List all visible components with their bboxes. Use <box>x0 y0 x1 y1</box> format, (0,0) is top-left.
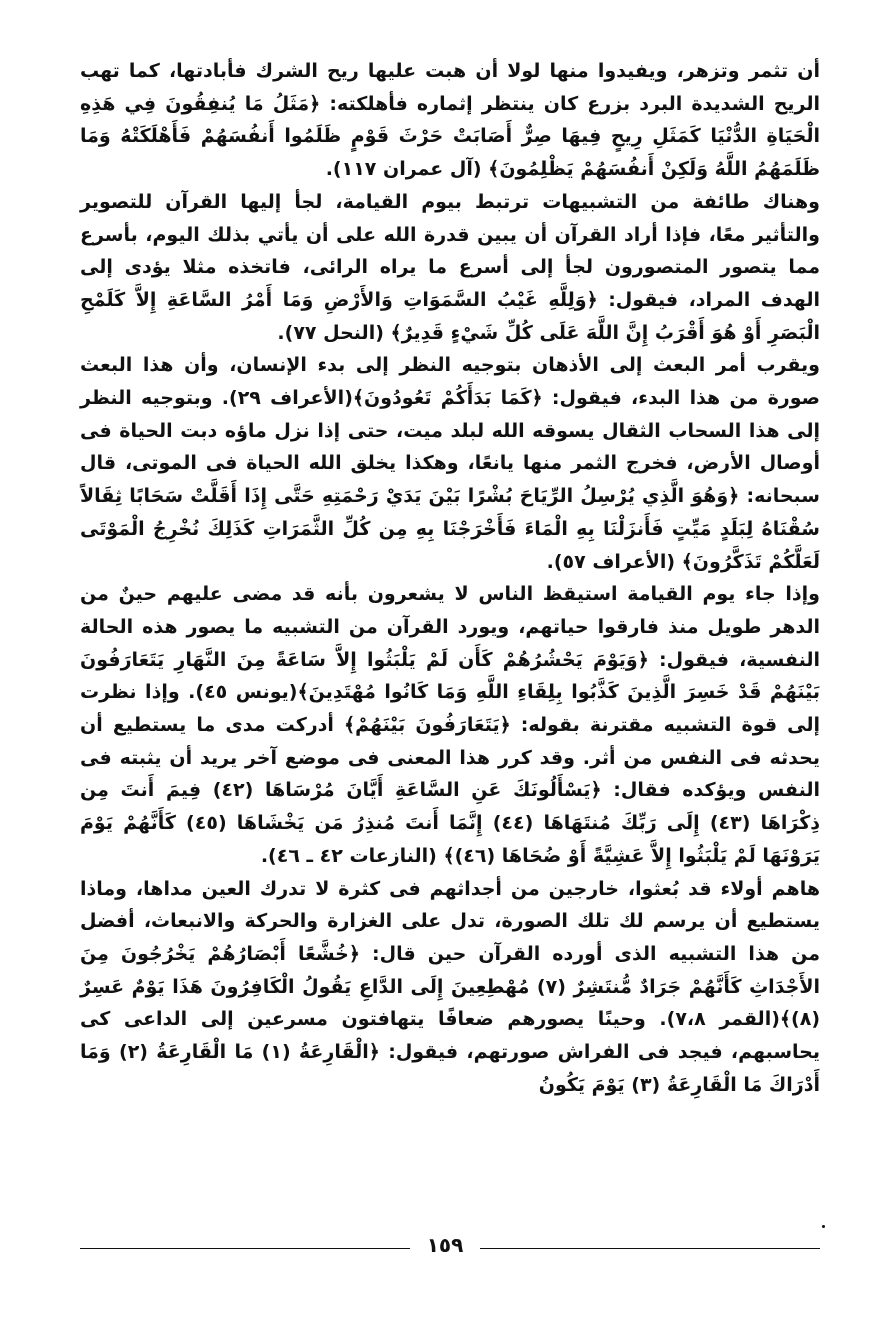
paragraph-1: أن تثمر وتزهر، ويفيدوا منها لولا أن هبت عليها ريح الشرك فأبادتها، كما تهب الريح الشديدة البرد بزرع كان ينتظر إثماره فأهلكته: ﴿مَثَلُ مَا يُنفِقُونَ فِي هَذِهِ الْحَيَاةِ الدُّنْيَا كَمَثَلِ رِيحٍ فِيهَا صِرٌّ أَصَابَتْ حَرْثَ قَوْمٍ ظَلَمُوا أَنفُسَهُمْ فَأَهْلَكَتْهُ وَمَا ظَلَمَهُمُ اللَّهُ وَلَكِنْ أَنفُسَهُمْ يَظْلِمُونَ﴾ (آل عمران ١١٧). <box>80 60 820 181</box>
footer-rule-right <box>480 1248 820 1249</box>
paragraph-4: وإذا جاء يوم القيامة استيقظ الناس لا يشعرون بأنه قد مضى عليهم حينٌ من الدهر طويل منذ فارقوا حياتهم، ويورد القرآن من التشبيه ما يصور هذه الحالة النفسية، فيقول: ﴿وَيَوْمَ يَحْشُرُهُمْ كَأَن لَمْ يَلْبَثُوا إِلاَّ سَاعَةً مِنَ النَّهَارِ يَتَعَارَفُونَ بَيْنَهُمْ قَدْ خَسِرَ الَّذِينَ كَذَّبُوا بِلِقَاءِ اللَّهِ وَمَا كَانُوا مُهْتَدِينَ﴾(يونس ٤٥). وإذا نظرت إلى قوة التشبيه مقترنة بقوله: ﴿يَتَعَارَفُونَ بَيْنَهُمْ﴾ أدركت مدى ما يستطيع أن يحدثه فى النفس من أثر. وقد كرر هذا المعنى فى موضع آخر يريد أن يثبته فى النفس ويؤكده فقال: ﴿يَسْأَلُونَكَ عَنِ السَّاعَةِ أَيَّانَ مُرْسَاهَا (٤٢) فِيمَ أَنتَ مِن ذِكْرَاهَا (٤٣) إِلَى رَبِّكَ مُنتَهَاهَا (٤٤) إِنَّمَا أَنتَ مُنذِرُ مَن يَخْشَاهَا (٤٥) كَأَنَّهُمْ يَوْمَ يَرَوْنَهَا لَمْ يَلْبَثُوا إِلاَّ عَشِيَّةً أَوْ ضُحَاهَا (٤٦)﴾ (النازعات ٤٢ ـ ٤٦). <box>80 583 820 867</box>
footer-dot <box>822 1225 825 1228</box>
paragraph-2: وهناك طائفة من التشبيهات ترتبط بيوم القيامة، لجأ إليها القرآن للتصوير والتأثير معًا، فإذا أراد القرآن أن يبين قدرة الله على أن يأتي بذلك اليوم، بأسرع مما يتصور المتصورون لجأ إلى أسرع ما يراه الرائى، فاتخذه مثلا يؤدى إلى الهدف المراد، فيقول: ﴿وَلِلَّهِ غَيْبُ السَّمَوَاتِ وَالأَرْضِ وَمَا أَمْرُ السَّاعَةِ إِلاَّ كَلَمْحِ الْبَصَرِ أَوْ هُوَ أَقْرَبُ إِنَّ اللَّهَ عَلَى كُلِّ شَيْءٍ قَدِيرٌ﴾ (النحل ٧٧). <box>80 190 820 344</box>
footer-rule-left <box>80 1248 410 1249</box>
page-number: ١٥٩ <box>426 1233 464 1257</box>
body-text <box>80 55 820 1102</box>
paragraph-5: هاهم أولاء قد بُعثوا، خارجين من أجداثهم فى كثرة لا تدرك العين مداها، وماذا يستطيع أن يرسم لك تلك الصورة، تدل على الغزارة والحركة والانبعاث، أفضل من هذا التشبيه الذى أورده القرآن حين قال: ﴿خُشَّعًا أَبْصَارُهُمْ يَخْرُجُونَ مِنَ الأَجْدَاثِ كَأَنَّهُمْ جَرَادٌ مُّنتَشِرٌ (٧) مُهْطِعِينَ إِلَى الدَّاعِ يَقُولُ الْكَافِرُونَ هَذَا يَوْمٌ عَسِرٌ (٨)﴾(القمر ٧،٨). وحينًا يصورهم ضعافًا يتهافتون مسرعين إلى الداعى كى يحاسبهم، فيجد فى الفراش صورتهم، فيقول: ﴿الْقَارِعَةُ (١) مَا الْقَارِعَةُ (٢) وَمَا أَدْرَاكَ مَا الْقَارِعَةُ (٣) يَوْمَ يَكُونُ <box>80 877 821 1096</box>
paragraph-3: ويقرب أمر البعث إلى الأذهان بتوجيه النظر إلى بدء الإنسان، وأن هذا البعث صورة من هذا البدء، فيقول: ﴿كَمَا بَدَأَكُمْ تَعُودُونَ﴾(الأعراف ٢٩). وبتوجيه النظر إلى هذا السحاب الثقال يسوقه الله لبلد ميت، حتى إذا نزل ماؤه دبت الحياة فى أوصال الأرض، فخرج الثمر منها يانعًا، وهكذا يخلق الله الحياة فى الموتى، قال سبحانه: ﴿وَهُوَ الَّذِي يُرْسِلُ الرِّيَاحَ بُشْرًا بَيْنَ يَدَيْ رَحْمَتِهِ حَتَّى إِذَا أَقَلَّتْ سَحَابًا ثِقَالاً سُقْنَاهُ لِبَلَدٍ مَيِّتٍ فَأَنزَلْنَا بِهِ الْمَاءَ فَأَخْرَجْنَا بِهِ مِن كُلِّ الثَّمَرَاتِ كَذَلِكَ نُخْرِجُ الْمَوْتَى لَعَلَّكُمْ تَذَكَّرُونَ﴾ (الأعراف ٥٧). <box>80 354 820 573</box>
